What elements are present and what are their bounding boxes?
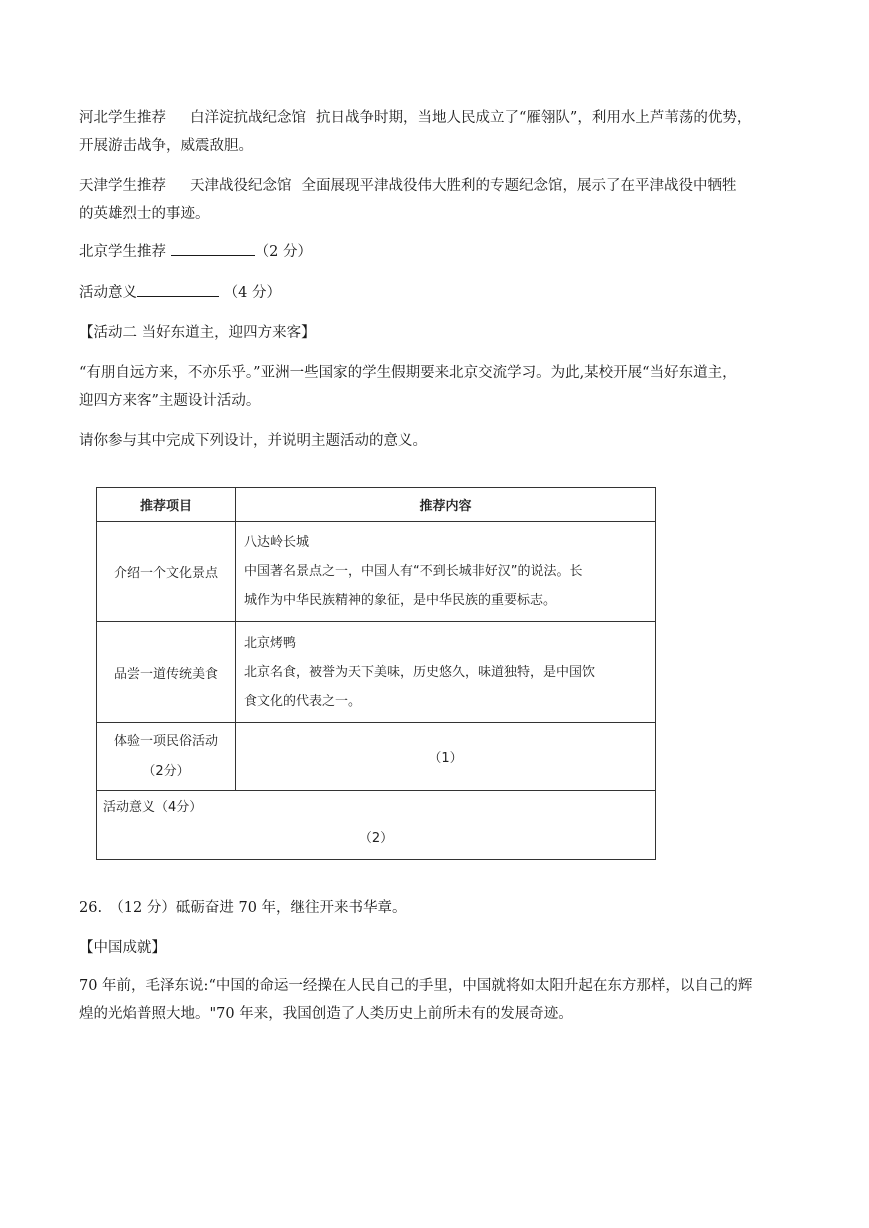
beijing-label: 北京学生推荐 [79,244,166,260]
activity2-heading: 【活动二 当好东道主，迎四方来客】 [79,325,316,341]
row-line1: 中国著名景点之一，中国人有“不到长城非好汉”的说法。长 [244,564,583,579]
row-line2: 城作为中华民族精神的象征，是中华民族的重要标志。 [244,593,557,608]
row-item: 介绍一个文化景点 [97,522,236,622]
table-row [97,723,656,791]
tianjin-recommendation [79,172,795,228]
row3-answer-blank[interactable]: （1） [236,723,656,791]
tianjin-desc-line2: 的英雄烈士的事迹。 [79,206,210,222]
hebei-desc-line1: 抗日战争时期，当地人民成立了“雁翎队”，利用水上芦苇荡的优势， [316,110,752,126]
q26-para-line2: 煌的光焰普照大地。"70 年来，我国创造了人类历史上前所未有的发展奇迹。 [79,1006,573,1022]
row-content [236,622,656,723]
row3-item-cell [97,723,236,791]
row-line1: 北京名食，被誉为天下美味，历史悠久，味道独特，是中国饮 [244,664,596,680]
recommendation-table [96,487,656,860]
activity2-paragraph [79,359,795,415]
table-row [97,522,656,622]
meaning-score: （4 分） [223,285,281,301]
table-meaning-label: 活动意义（4分） [103,800,203,815]
question-26-line: 26. （12 分）砥砺奋进 70 年，继往开来书华章。 [79,900,407,916]
table-row [97,791,656,860]
tianjin-desc-line1: 全面展现平津战役伟大胜利的专题纪念馆，展示了在平津战役中牺牲 [301,178,737,194]
row3-score: （2分） [142,763,190,779]
table-row [97,622,656,723]
hebei-site: 白洋淀抗战纪念馆 [190,110,306,126]
col2-header: 推荐内容 [236,488,656,522]
tianjin-label: 天津学生推荐 [79,178,166,194]
q26-paragraph [79,972,795,1028]
activity-meaning-line [79,279,795,307]
tianjin-site: 天津战役纪念馆 [190,178,292,194]
hebei-desc-line2: 开展游击战争，威震敌胆。 [79,138,253,154]
col1-header: 推荐项目 [97,488,236,522]
hebei-label: 河北学生推荐 [79,110,166,126]
row-title: 八达岭长城 [244,535,310,550]
row-line2: 食文化的代表之一。 [244,693,362,709]
row-title: 北京烤鸭 [244,635,297,651]
activity2-para-line1: “有朋自远方来，不亦乐乎。”亚洲一些国家的学生假期要来北京交流学习。为此,某校开展“当好东道主， [79,365,737,381]
table-header-row [97,488,656,522]
beijing-answer-blank[interactable] [171,239,255,256]
china-achievement-heading: 【中国成就】 [79,940,166,956]
activity2-instruction: 请你参与其中完成下列设计，并说明主题活动的意义。 [79,433,427,449]
table-meaning-blank[interactable]: （2） [358,831,394,846]
row-item: 品尝一道传统美食 [97,622,236,723]
beijing-recommendation [79,238,795,266]
row3-item: 体验一项民俗活动 [113,733,218,749]
row-content [236,522,656,622]
q26-para-line1: 70 年前，毛泽东说:“中国的命运一经操在人民自己的手里，中国就将如太阳升起在东方那样，以自己的辉 [79,978,753,994]
beijing-score: （2 分） [254,244,312,260]
meaning-answer-blank[interactable] [137,280,219,297]
activity2-para-line2: 迎四方来客”主题设计活动。 [79,393,261,409]
meaning-label: 活动意义 [79,285,137,301]
hebei-recommendation [79,104,795,160]
meaning-cell [97,791,656,860]
